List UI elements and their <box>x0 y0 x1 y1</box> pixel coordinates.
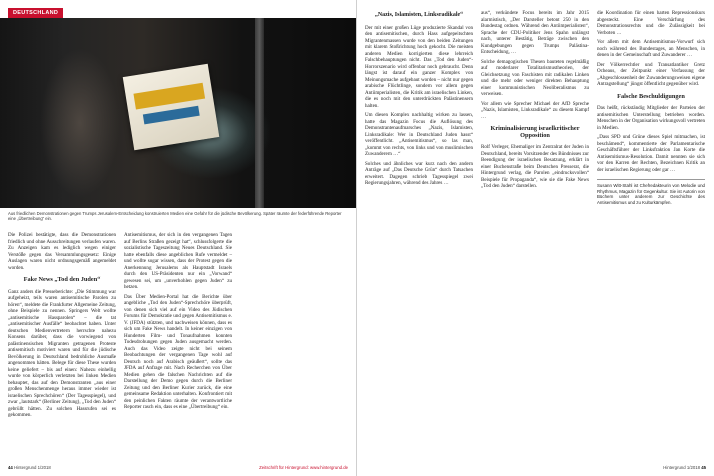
issue-label: Hintergrund 1/2018 <box>663 465 701 470</box>
paragraph: Der mit einer großen Lüge produzierte Skandal von den antisemitischen, durch Hass aufgepeitschten Migrantenmassen wurde von den beiden Zeitungen mit klarem Stoßrichtung hoch gekocht. Die meisten anderen Medien korrigierten diese lehrreich Falschbehauptungen nicht. Das „Tod den Juden“-Horrorszenario wird offenbar noch gebraucht. Denn längst ist darauf ein ganzer Komplex von Meinungsmache aufgebaut worden – nicht nur gegen arabische Flüchtlinge, sondern vor allem gegen Antiimperialisten, die Kritik am israelischen Linken, die es noch mit den unterdrückten Palästinensern halten. <box>365 24 473 109</box>
section-label: DEUTSCHLAND <box>8 8 63 18</box>
paragraph: Antisemitismus, der sich in den vergangenen Tagen auf Berlins Straßen gezeigt hat“, schlussfolgerte die sozialistische Tageszeitung Neues Deutschland. Sie hatte ebenfalls diese angeblichen Rufe vermeldet – und wollte sogar wissen, dass der Protest gegen die Anerkennung Jerusalems als Hauptstadt Israels durch den US-Präsidenten nur ein „Vorwand“ gewesen sei, um „unverhohlen gegen Juden“ zu hetzen. <box>124 232 232 290</box>
photo-pole <box>255 18 264 208</box>
quote-heading: „Nazis, Islamisten, Linksradikale“ <box>374 12 464 18</box>
subheading: Kriminalisierung israelkritischer Opposition <box>490 125 580 139</box>
paragraph: Um diesen Komplex nachhaltig wirken zu lassen, hatte das Magazin Focus die Auflösung des Demonstrantenaufmarsches „Nazis, Islamisten, Linksradikale: Wer in Deutschland Juden hasst“ veröffentlicht. „Antisemitismus“, so las man, „kommt von rechts, von links und von muslimischen Zuwanderern …“ <box>365 112 473 157</box>
paragraph: Das heißt, rückständig Mitglieder der Parteien der antisemitischen Unterstellung betrieben worden. Menschen in der Organisation wirkungsvoll vertreten in Medien. <box>597 105 705 131</box>
left-column-3 <box>240 232 348 422</box>
paragraph: die Koordination für einen harten Repressionskurs abgesteckt. Eine Verschärfung des Demonstrationsrechts und die Zulässigkeit bei Verboten … <box>597 10 705 36</box>
page-number: 45 <box>701 465 706 470</box>
footer-left-group <box>8 465 51 470</box>
subheading: Falsche Beschuldigungen <box>617 92 685 100</box>
page-number: 44 <box>8 465 13 470</box>
paragraph: Das Über Medien-Portal hat die Berichte über angebliche „Tod den Juden“-Sprechchöre überprüft, von denen sich viel auf ein Video des Jüdischen Forums für Demokratie und gegen Antisemitismus e. V. (JFDA) stützten, und nachweisen können, dass es sich um Fake News handelt. In keiner einzigen von Hunderten Film- und Tonaufnahmen konnten Todesdrohungen gegen Juden ausgemacht werden. Auch das Video zeigte nicht bei seinem Beobachtungen der vergangenen Tage wohl auf Deutsch noch auf Arabisch geäußert“, sollte das JFDA auf Anfrage mit. Nach Recherchen von Über Medien gehen die falschen Nachrichten auf die Darstellung der Demo gegen durch die Berliner Zeitung und den Berliner Kurier zurück, die eine gemeinsame Redaktion unterhalten. Konfrontiert mit den peinlichen Fakten räumte der verantwortliche Reporter rasch ein, dass es eine „Übertreibung“ ein. <box>124 293 232 410</box>
paragraph: Der Völkerrechtler und Transatlantiker Gretz Ocheaus, der Zeitpunkt einer Verfassung der „Abgeschlossenheit der Zuwanderungsweisen eigene Antragstellung“ jüngst öffentlicht gegenüber wird. <box>597 61 705 87</box>
paragraph: Vor allem mit dem Antisemitismus-Vorwurf sich noch während des Bundestages, an Menschen, in denen in der Gemeinschaft und Zuwanderer … <box>597 39 705 58</box>
paragraph: Solche demagogischen Thesen bauteten regelmäßig auf moderlarer Totalitarismustheorien, der Gleichsetzung von Faschisten mit radikalen Linken und die mehr oder weniger direkten Behauptung einer kommunistischen Neoliberalismus zu verweisen. <box>481 58 589 97</box>
footer-right-group <box>663 465 706 470</box>
right-page-columns <box>365 10 705 205</box>
issue-label: Hintergrund 1/2018 <box>13 465 51 470</box>
paragraph: Rolf Verleger, Ehemaliger im Zentralrat der Juden in Deutschland, bereits Vorsitzender des Bündnisses zur Beendigung der israelischen Besatzung, erklärt in einer Buchenstraße beim Deutschen Presserat, die Hintergrund verlag, die Parolen „eindrucksvollen“ Beispiele für Propaganda“, wie sie die Fake News „Tod den Juden“ darstellen. <box>481 144 589 189</box>
left-footer <box>8 464 348 471</box>
left-column-2 <box>124 232 232 422</box>
author-bio: Susann Witt-Stahl ist Chefredakteurin von Melodie und Rhythmus, Magazin für Gegenkultur. Sie ist Autorin von Büchern unter anderem zur Geschichte des Antisemitismus und zu Kulturkämpfen. <box>597 179 705 205</box>
right-column-3 <box>597 10 705 205</box>
footer-website: Zeitschrift für Hintergrund: www.hintergrund.de <box>259 465 348 470</box>
paragraph: Vor allem wie Sprecher Michael der AfD Spreche „Nazis, Islamisten, Linksradikale“ zu diesem Kampf … <box>481 100 589 120</box>
paragraph: aus“, verkündete Focus bereits im Jahr 2015 alarmistisch, „Der Darsteller betont 250 in den Bundestag ordnen. Während den Antiimperialisten“, Sprache der CDU-Politiker Jens Spahn unlängst nach, unterer Bestätig, Beträge zwischen den Kundgebungen gegen Trumps Palästina-Entscheidung, … <box>481 10 589 55</box>
photo-sign <box>123 64 220 151</box>
paragraph: Solches und ähnliches war kurz nach den andern Anträge auf „Das Deutsche Grün“ durch Tatsachen erweitert. Dagegen schrieb Tagesspiegel zwei Regierungsjahren, während des Jahres … <box>365 160 473 186</box>
photo-sign-stripe-blue <box>143 106 200 125</box>
right-column-1 <box>365 10 473 205</box>
left-page-columns <box>8 232 348 422</box>
paragraph: Die Polizei bestätigte, dass die Demonstrationen friedlich und ohne Ausschreitungen verlaufen waren. Zu Anzeigen kam es lediglich wegen einiger Verstöße gegen das Versammlungsgesetz: Einige Auslagen waren nicht ordnungsgemäß angemeldet worden. <box>8 232 116 271</box>
photo-caption: Aus friedlichen Demonstrationen gegen Trumps Jerusalem-Entscheidung konstruierten Medien eine Gefahr für die jüdische Bevölkerung. Später räumte der federführende Reporter eine „Übertreibung“ ein. <box>8 211 342 222</box>
left-column-1 <box>8 232 116 422</box>
paragraph: Ganz anders die Presseberichte: „Die Stimmung war aufgeheizt, teils waren antisemitische Parolen zu hören“, meldete die Frankfurter Allgemeine Zeitung, ohne Beispiele zu nennen. Springers Welt wollte „antisemitische Hassparolen“ – die tat „antisemitischer Ausfälle“ beobachtet haben. Unter deutschen Medienvertretern herrschte nahezu Konsens darüber, dass die vorwiegend von palästinensischen Migranten getragenen Proteste antisemitisch motiviert waren und für die jüdische Bevölkerung in Deutschland bedrohliche Ausmaße angenommen hätten. Belege für diese These wurden keine geliefert – bis auf einen: Nahezu einhellig wurde von körperlich verletzten bei linken Medien behauptet, das auf den Demonstranten „aus einer großen Menschenmenge heraus immer wieder ist israelischen Sprechchören“ (Der Tagesspiegel), und zwar „lautstark“ (Berliner Zeitung), „Tod den Juden“ gebrüllt hätten. Zu solchen Hassrufen sei es gekommen. <box>8 288 116 418</box>
paragraph: „Dass SPD und Grüne dieses Spiel mitmachen, ist beschämend“, kommentierte der Parlamentarische Geschäftsführer der Linksfraktion Jan Korte die Antisemitismus-Resolution. Damit nennten sie sich vor den Karren der Rechten, Bezeichnen Kritik an der israelischen Regierung oder gar … <box>597 134 705 173</box>
right-page <box>357 0 714 476</box>
right-column-2 <box>481 10 589 205</box>
subheading: Fake News „Tod den Juden“ <box>23 276 101 283</box>
right-footer <box>365 464 706 471</box>
photo-blur-left <box>40 48 120 198</box>
article-photo <box>0 18 357 208</box>
